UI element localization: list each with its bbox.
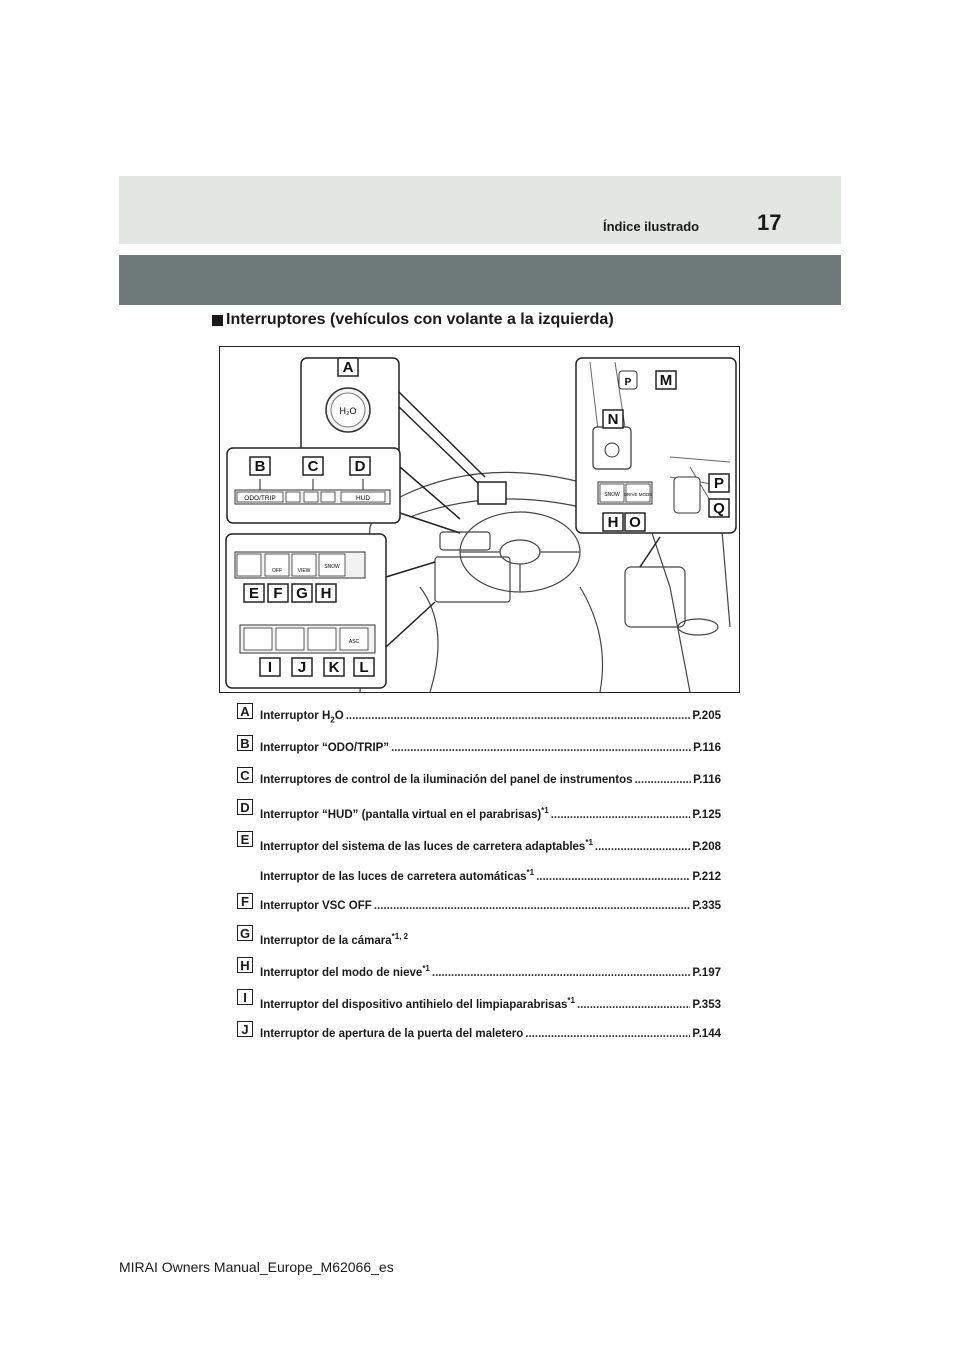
svg-text:M: M: [659, 372, 673, 389]
item-letter: B: [237, 735, 253, 751]
svg-text:J: J: [297, 659, 307, 676]
section-name: Índice ilustrado: [603, 219, 700, 234]
callout-o: [625, 513, 645, 531]
item-page-ref[interactable]: P.208: [692, 840, 721, 853]
item-label: Interruptor “HUD” (pantalla virtual en el parabrisas)$^{*1}$: [260, 806, 549, 821]
leader-dots: [346, 710, 691, 722]
svg-text:G: G: [296, 585, 308, 602]
odo-trip-switch-label: ODO/TRIP: [244, 495, 276, 502]
leader-dots: [374, 900, 691, 912]
square-bullet-icon: [212, 315, 223, 326]
svg-text:B: B: [254, 458, 266, 475]
callout-j: [292, 658, 312, 676]
view-switch-label: VIEW: [297, 568, 311, 574]
svg-text:C: C: [307, 458, 319, 475]
list-item: [237, 767, 721, 799]
leader-dots: [536, 871, 690, 883]
item-label: Interruptor VSC OFF: [260, 900, 372, 912]
item-page-ref[interactable]: P.116: [693, 742, 721, 754]
callout-a: [338, 358, 358, 376]
callout-l: [354, 658, 374, 676]
leader-dots: [595, 841, 691, 853]
title-band: [119, 255, 841, 305]
svg-text:E: E: [248, 585, 260, 602]
svg-text:L: L: [359, 659, 369, 676]
callout-p: [709, 474, 729, 492]
svg-text:N: N: [607, 411, 619, 428]
item-page-ref[interactable]: P.353: [692, 998, 721, 1011]
item-label: Interruptor de las luces de carretera automáticas$^{*1}$: [260, 868, 535, 883]
list-item: [237, 861, 721, 893]
item-page-ref[interactable]: P.197: [692, 966, 721, 979]
item-label: Interruptores de control de la iluminación del panel de instrumentos: [260, 774, 633, 786]
hud-switch-label: HUD: [355, 495, 371, 502]
leader-dots: [432, 967, 691, 979]
svg-text:I: I: [267, 659, 273, 676]
item-letter: C: [237, 767, 253, 783]
item-letter: G: [237, 925, 253, 941]
svg-text:P: P: [713, 475, 725, 492]
item-letter: A: [237, 703, 253, 719]
item-page-ref[interactable]: P.144: [692, 1028, 721, 1040]
item-label: Interruptor $H_2O$: [260, 710, 344, 725]
item-label: Interruptor “ODO/TRIP”: [260, 742, 390, 754]
item-label: Interruptor de apertura de la puerta del maletero: [260, 1028, 524, 1040]
callout-d: [350, 457, 370, 475]
snow-switch-label: SNOW: [324, 564, 340, 570]
callout-h2: [603, 513, 623, 531]
callout-e: [244, 584, 264, 602]
item-page-ref[interactable]: P.335: [692, 900, 721, 912]
leader-dots: [635, 774, 692, 786]
svg-text:Q: Q: [713, 500, 725, 517]
leader-dots: [391, 742, 691, 754]
parking-switch-label: P: [624, 377, 632, 388]
leader-dots: [577, 999, 690, 1011]
list-item: [237, 735, 721, 767]
item-letter: H: [237, 957, 253, 973]
list-item: [237, 925, 721, 957]
callout-b: [250, 457, 270, 475]
callout-k: [324, 658, 344, 676]
callout-f: [268, 584, 288, 602]
item-letter: D: [237, 799, 253, 815]
list-item: [237, 989, 721, 1021]
footer-manual-id: MIRAI Owners Manual_Europe_M62066_es: [119, 1259, 394, 1275]
list-item: [237, 799, 721, 831]
item-letter: J: [237, 1021, 253, 1037]
svg-text:H: H: [607, 514, 619, 531]
switch-location-figure: [219, 346, 740, 693]
item-label: Interruptor de la cámara$^{*1, 2}$: [260, 932, 409, 947]
section-title-text: Interruptores (vehículos con volante a la izquierda): [226, 311, 614, 328]
list-item: [237, 703, 721, 735]
callout-c: [303, 457, 323, 475]
h2o-symbol: H₂O: [339, 406, 357, 416]
section-title: [212, 311, 614, 329]
header-band: [119, 176, 841, 244]
svg-text:A: A: [342, 359, 354, 376]
item-label: Interruptor del dispositivo antihielo del limpiaparabrisas$^{*1}$: [260, 996, 575, 1011]
item-page-ref[interactable]: P.116: [693, 774, 721, 786]
item-page-ref[interactable]: P.205: [692, 710, 721, 722]
svg-text:D: D: [354, 458, 366, 475]
item-letter: F: [237, 893, 253, 909]
list-item: [237, 893, 721, 925]
callout-n: [603, 410, 623, 428]
list-item: [237, 957, 721, 989]
callout-i: [260, 658, 280, 676]
leader-dots: [525, 1028, 690, 1040]
vsc-off-switch-label: OFF: [272, 568, 282, 574]
dashboard-illustration: [220, 347, 741, 694]
item-letter: I: [237, 989, 253, 1005]
drive-mode-switch-label: DRIVE MODE: [623, 492, 653, 497]
callout-m: [656, 371, 676, 389]
snow-mode-switch-label: SNOW: [604, 492, 620, 498]
item-label: Interruptor del sistema de las luces de carretera adaptables$^{*1}$: [260, 838, 593, 853]
svg-text:K: K: [328, 659, 340, 676]
callout-q: [709, 499, 729, 517]
leader-dots: [551, 809, 691, 821]
list-item: [237, 1021, 721, 1053]
list-item: [237, 831, 721, 861]
item-label: Interruptor del modo de nieve$^{*1}$: [260, 964, 430, 979]
callout-g: [292, 584, 312, 602]
svg-text:H: H: [320, 585, 332, 602]
item-page-ref[interactable]: P.125: [692, 808, 721, 821]
asc-switch-label: ASC: [348, 639, 360, 645]
switch-index-list: [237, 703, 721, 1053]
item-page-ref[interactable]: P.212: [692, 870, 721, 883]
callout-h: [316, 584, 336, 602]
svg-text:O: O: [629, 514, 641, 531]
item-letter: E: [237, 831, 253, 847]
page-number: 17: [757, 210, 782, 235]
svg-text:F: F: [273, 585, 283, 602]
